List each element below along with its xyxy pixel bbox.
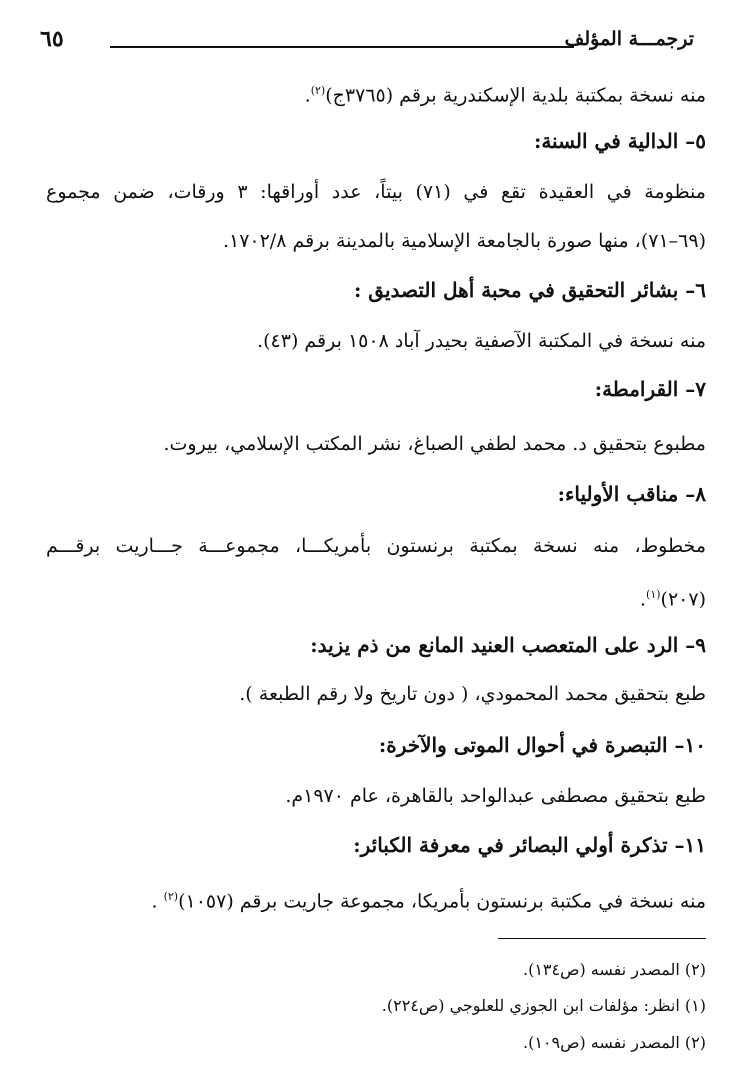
body-line: طبع بتحقيق محمد المحمودي، ( دون تاريخ ولا رقم الطبعة ).: [239, 683, 706, 705]
header-rule: [110, 46, 574, 48]
body-line: منه نسخة في المكتبة الآصفية بحيدر آباد ١٥٠٨ برقم (٤٣).: [257, 330, 706, 352]
section-heading: ٦– بشائر التحقيق في محبة أهل التصديق :: [353, 278, 706, 302]
section-heading: ١٠– التبصرة في أحوال الموتى والآخرة:: [378, 733, 706, 757]
running-header: [40, 28, 694, 58]
section-heading: ١١– تذكرة أولي البصائر في معرفة الكبائر:: [353, 833, 706, 857]
body-line: منه نسخة في مكتبة برنستون بأمريكا، مجموعة جاريت برقم (١٠٥٧)$^{(٢)}$ .: [151, 890, 706, 913]
body-line: منه نسخة بمكتبة بلدية الإسكندرية برقم (٣٧٦٥ج)$^{(٢)}$.: [304, 84, 706, 107]
body-line: (٦٩–٧١)، منها صورة بالجامعة الإسلامية بالمدينة برقم ١٧٠٢/٨.: [222, 230, 706, 252]
footnote-rule: [498, 938, 706, 939]
body-line: مخطوط، منه نسخة بمكتبة برنستون بأمريكـــا، مجموعـــة جـــاريت برقـــم: [46, 535, 706, 557]
section-heading: ٨– مناقب الأولياء:: [557, 482, 706, 506]
section-heading: ٥– الدالية في السنة:: [533, 129, 706, 153]
page-number: ٦٥: [40, 26, 64, 52]
footnote: (١) انظر: مؤلفات ابن الجوزي للعلوجي (ص٢٢٤).: [381, 996, 706, 1015]
body-line: طبع بتحقيق مصطفى عبدالواحد بالقاهرة، عام ١٩٧٠م.: [285, 785, 706, 807]
section-heading: ٩– الرد على المتعصب العنيد المانع من ذم يزيد:: [310, 633, 706, 657]
section-heading: ٧– القرامطة:: [594, 377, 706, 401]
footnote: (٢) المصدر نفسه (ص١٠٩).: [522, 1033, 706, 1052]
body-line: منظومة في العقيدة تقع في (٧١) بيتاً، عدد أوراقها: ٣ ورقات، ضمن مجموع: [46, 181, 706, 203]
running-title: ترجمـــة المؤلف: [564, 28, 694, 50]
footnote: (٢) المصدر نفسه (ص١٣٤).: [522, 960, 706, 979]
body-line: (٢٠٧)$^{(١)}$.: [639, 588, 706, 611]
body-line: مطبوع بتحقيق د. محمد لطفي الصباغ، نشر المكتب الإسلامي، بيروت.: [163, 433, 706, 455]
